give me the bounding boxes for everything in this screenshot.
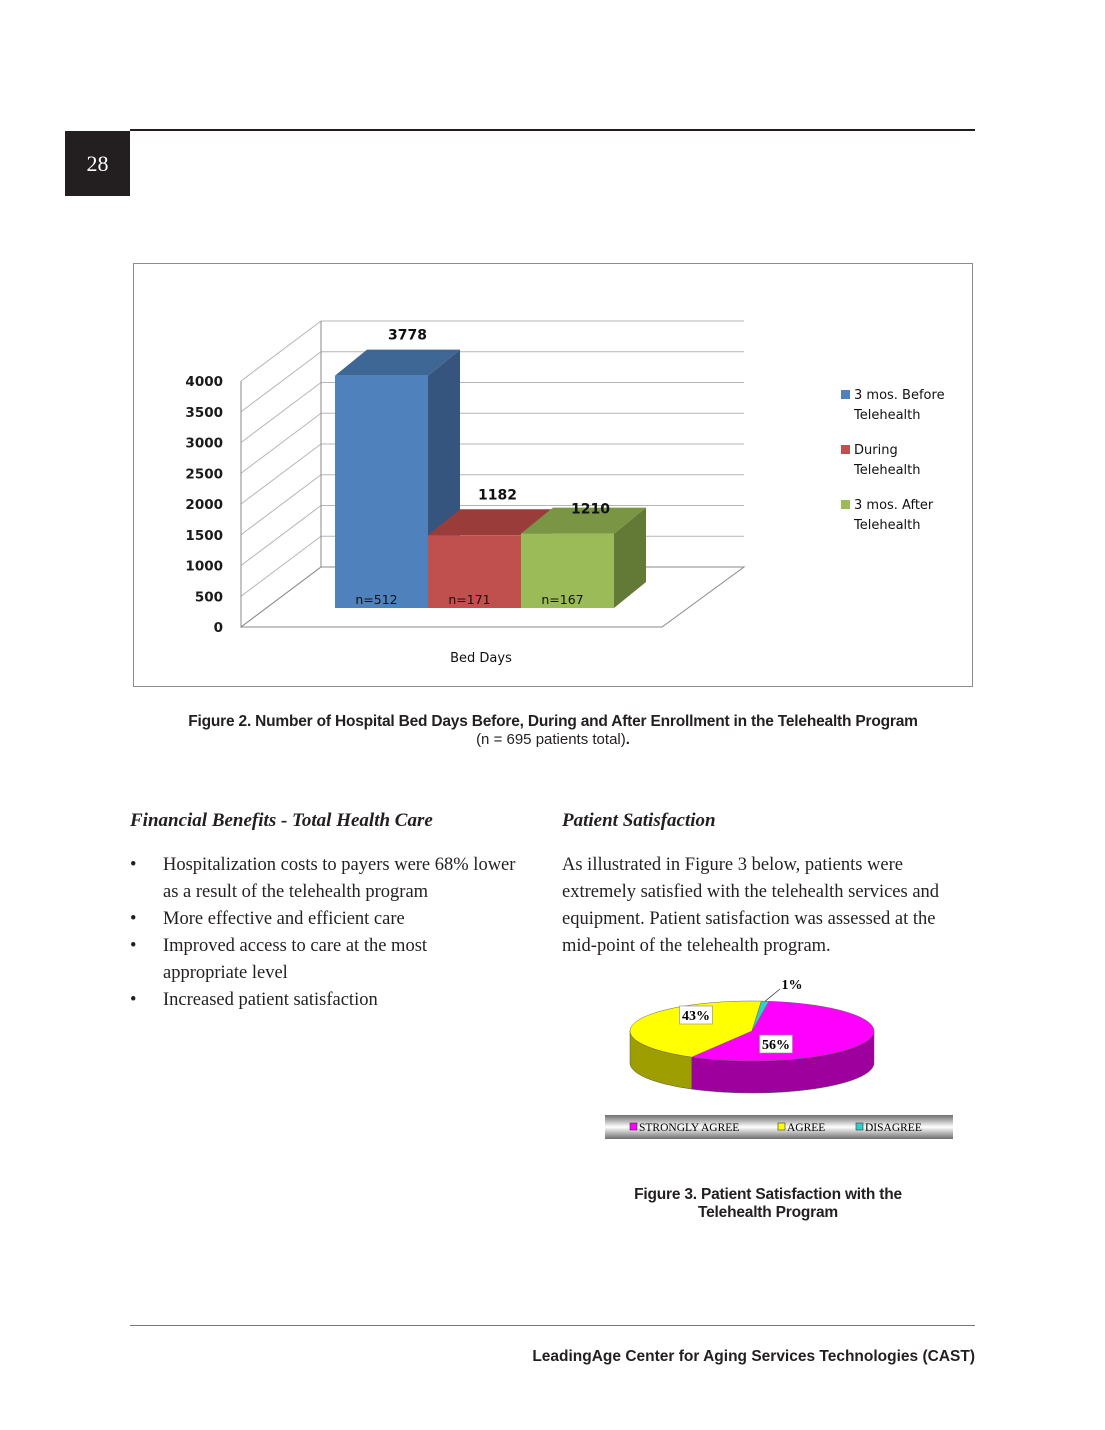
bar: [335, 376, 428, 608]
legend-label: 3 mos. Before: [854, 388, 945, 403]
legend-label: During: [854, 443, 898, 458]
bullet-dot: •: [130, 990, 137, 1010]
financial-bullet-line: appropriate level: [163, 963, 288, 983]
y-tick-label: 3500: [185, 404, 223, 421]
side-wall-gridline: [241, 352, 321, 412]
satisfaction-heading: Patient Satisfaction: [562, 810, 716, 831]
bar-n-label: n=167: [541, 592, 584, 607]
footer-text: LeadingAge Center for Aging Services Technologies (CAST): [532, 1348, 975, 1365]
y-tick-label: 1000: [185, 558, 223, 575]
financial-bullet-list: [130, 852, 550, 1014]
legend-swatch: [841, 390, 850, 399]
y-tick-label: 2000: [185, 497, 223, 513]
figure2-caption-period: .: [625, 731, 630, 748]
y-tick-label: 2500: [185, 466, 223, 483]
y-tick-label: 500: [194, 589, 223, 606]
satisfaction-paragraph-line: extremely satisfied with the telehealth services and: [562, 882, 940, 902]
financial-heading: Financial Benefits - Total Health Care: [130, 810, 433, 831]
satisfaction-paragraph-line: equipment. Patient satisfaction was assessed at the: [562, 909, 936, 929]
page-number: 28: [65, 131, 130, 196]
legend-label: Telehealth: [854, 518, 921, 533]
bullet-dot: •: [130, 855, 137, 875]
pie-slice-label: 43%: [682, 1009, 710, 1024]
pie-slice-label: 1%: [781, 978, 803, 993]
pie-leader-line: [765, 989, 780, 1001]
financial-bullet-line: Hospitalization costs to payers were 68% lower: [163, 855, 516, 875]
financial-bullet-line: Improved access to care at the most: [163, 936, 428, 956]
footer-rule: [130, 1325, 975, 1326]
header-rule: [130, 129, 975, 131]
bar-value-label: 1210: [571, 501, 610, 518]
side-wall-gridline: [241, 506, 321, 566]
bed-days-chart: [133, 263, 973, 687]
satisfaction-pie-svg: [600, 975, 960, 1145]
pie-legend-swatch: [630, 1123, 637, 1130]
financial-bullet-item: [130, 852, 550, 906]
satisfaction-paragraph: [562, 852, 982, 960]
bullet-dot: •: [130, 909, 137, 929]
legend-swatch: [841, 500, 850, 509]
financial-bullet-item: [130, 906, 550, 933]
side-wall-gridline: [241, 475, 321, 535]
financial-bullet-item: [130, 933, 550, 987]
figure2-caption-sub: [133, 731, 973, 748]
pie-legend-label: DISAGREE: [865, 1122, 922, 1134]
satisfaction-paragraph-line: mid-point of the telehealth program.: [562, 936, 831, 956]
figure2-caption-n: (n = 695 patients total): [476, 731, 626, 748]
legend-swatch: [841, 445, 850, 454]
figure3-caption: [600, 1186, 936, 1222]
y-tick-label: 0: [213, 620, 223, 636]
pie-legend-label: STRONGLY AGREE: [639, 1122, 740, 1134]
satisfaction-paragraph-line: As illustrated in Figure 3 below, patients were: [562, 855, 903, 875]
y-tick-label: 4000: [185, 374, 223, 390]
bar-n-label: n=171: [448, 592, 491, 607]
legend-label: Telehealth: [854, 463, 921, 478]
y-tick-label: 3000: [185, 435, 223, 452]
bar-n-label: n=512: [355, 592, 398, 607]
financial-bullet-item: [130, 987, 550, 1014]
bed-days-chart-svg: [134, 264, 974, 688]
pie-legend-label: AGREE: [787, 1122, 826, 1134]
pie-legend-swatch: [856, 1123, 863, 1130]
legend-label: Telehealth: [854, 408, 921, 423]
financial-bullet-line: Increased patient satisfaction: [163, 990, 378, 1010]
pie-legend-swatch: [778, 1123, 785, 1130]
financial-bullet-line: as a result of the telehealth program: [163, 882, 429, 902]
side-wall-gridline: [241, 413, 321, 473]
side-wall-gridline: [241, 383, 321, 443]
satisfaction-pie-chart: [600, 975, 960, 1150]
figure3-caption-line1: Figure 3. Patient Satisfaction with the: [634, 1186, 902, 1203]
bar-value-label: 3778: [388, 327, 427, 344]
figure2-caption-title: Figure 2. Number of Hospital Bed Days Before, During and After Enrollment in the Telehealth Program: [188, 713, 918, 730]
x-axis-label: Bed Days: [450, 651, 512, 666]
financial-bullet-line: More effective and efficient care: [163, 909, 405, 929]
side-wall-gridline: [241, 444, 321, 504]
y-tick-label: 1500: [185, 527, 223, 544]
pie-slice-label: 56%: [762, 1038, 790, 1053]
figure3-caption-line2: Telehealth Program: [698, 1204, 838, 1221]
legend-label: 3 mos. After: [854, 498, 934, 513]
bar-value-label: 1182: [478, 487, 517, 504]
side-wall-gridline: [241, 321, 321, 381]
side-wall-gridline: [241, 536, 321, 596]
figure2-caption: [133, 713, 973, 748]
bullet-dot: •: [130, 936, 137, 956]
